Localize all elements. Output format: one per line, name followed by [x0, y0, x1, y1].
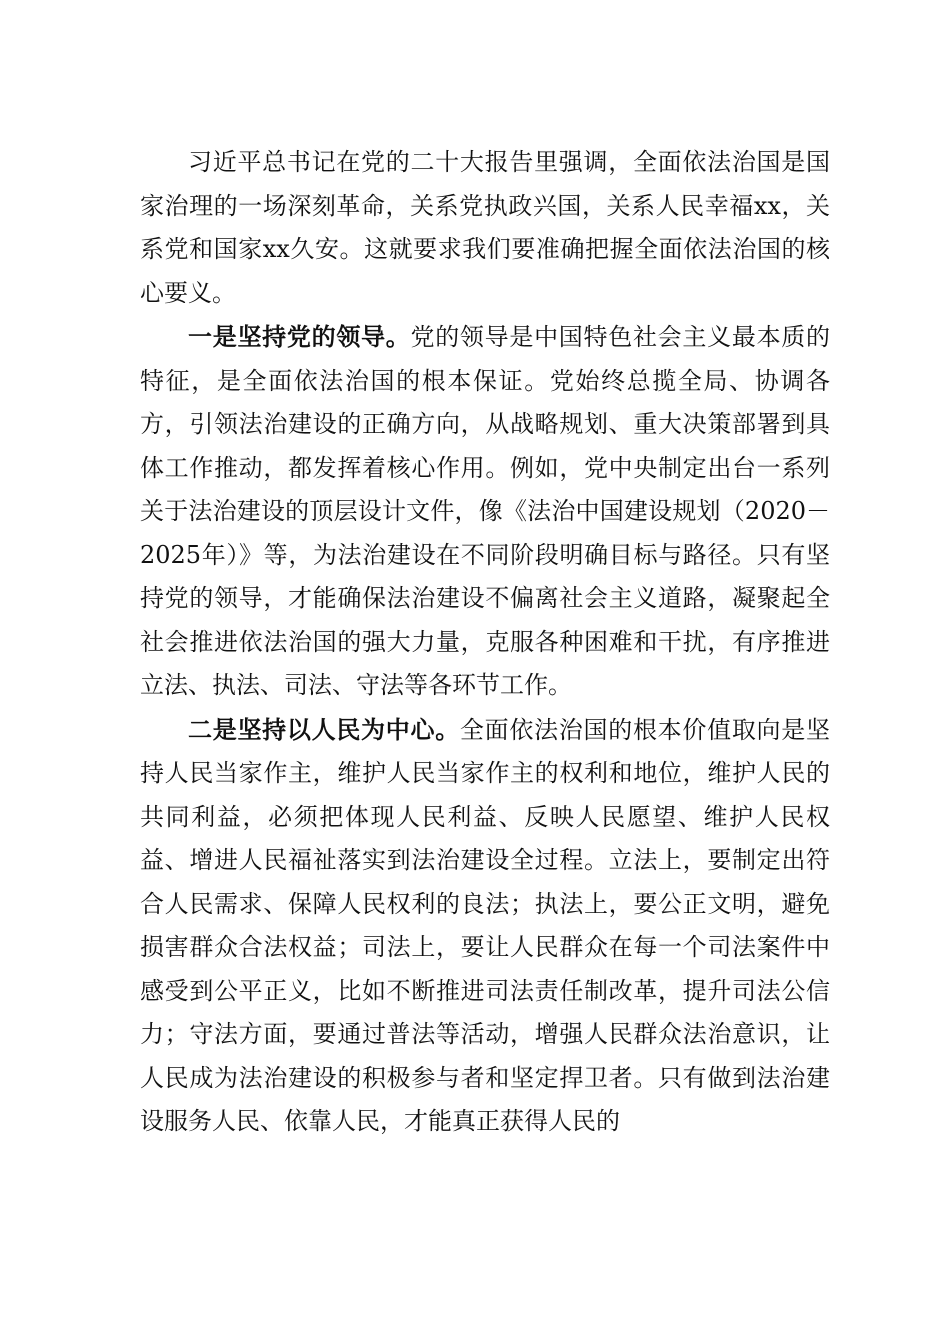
paragraph-lead: 二是坚持以人民为中心。 [188, 714, 460, 744]
paragraph-text: 习近平总书记在党的二十大报告里强调，全面依法治国是国家治理的一场深刻革命，关系党执政兴国，关系人民幸福xx，关系党和国家xx久安。这就要求我们要准确把握全面依法治国的核心要义。 [140, 148, 830, 307]
paragraph-people-centered [140, 708, 830, 1144]
paragraph-intro [140, 140, 830, 315]
document-page [140, 140, 830, 1144]
paragraph-text: 全面依法治国的根本价值取向是坚持人民当家作主，维护人民当家作主的权利和地位，维护人民的共同利益，必须把体现人民利益、反映人民愿望、维护人民权益、增进人民福祉落实到法治建设全过程。立法上，要制定出符合人民需求、保障人民权利的良法；执法上，要公正文明，避免损害群众合法权益；司法上，要让人民群众在每一个司法案件中感受到公平正义，比如不断推进司法责任制改革，提升司法公信力；守法方面，要通过普法等活动，增强人民群众法治意识，让人民成为法治建设的积极参与者和坚定捍卫者。只有做到法治建设服务人民、依靠人民，才能真正获得人民的 [140, 715, 831, 1135]
paragraph-lead: 一是坚持党的领导。 [188, 322, 411, 351]
paragraph-text: 党的领导是中国特色社会主义最本质的特征，是全面依法治国的根本保证。党始终总揽全局、协调各方，引领法治建设的正确方向，从战略规划、重大决策部署到具体工作推动，都发挥着核心作用。例如，党中央制定出台一系列关于法治建设的顶层设计文件，像《法治中国建设规划（2020－2025年）》等，为法治建设在不同阶段明确目标与路径。只有坚持党的领导，才能确保法治建设不偏离社会主义道路，凝聚起全社会推进依法治国的强大力量，克服各种困难和干扰，有序推进立法、执法、司法、守法等各环节工作。 [140, 323, 831, 699]
paragraph-party-leadership [140, 315, 830, 708]
